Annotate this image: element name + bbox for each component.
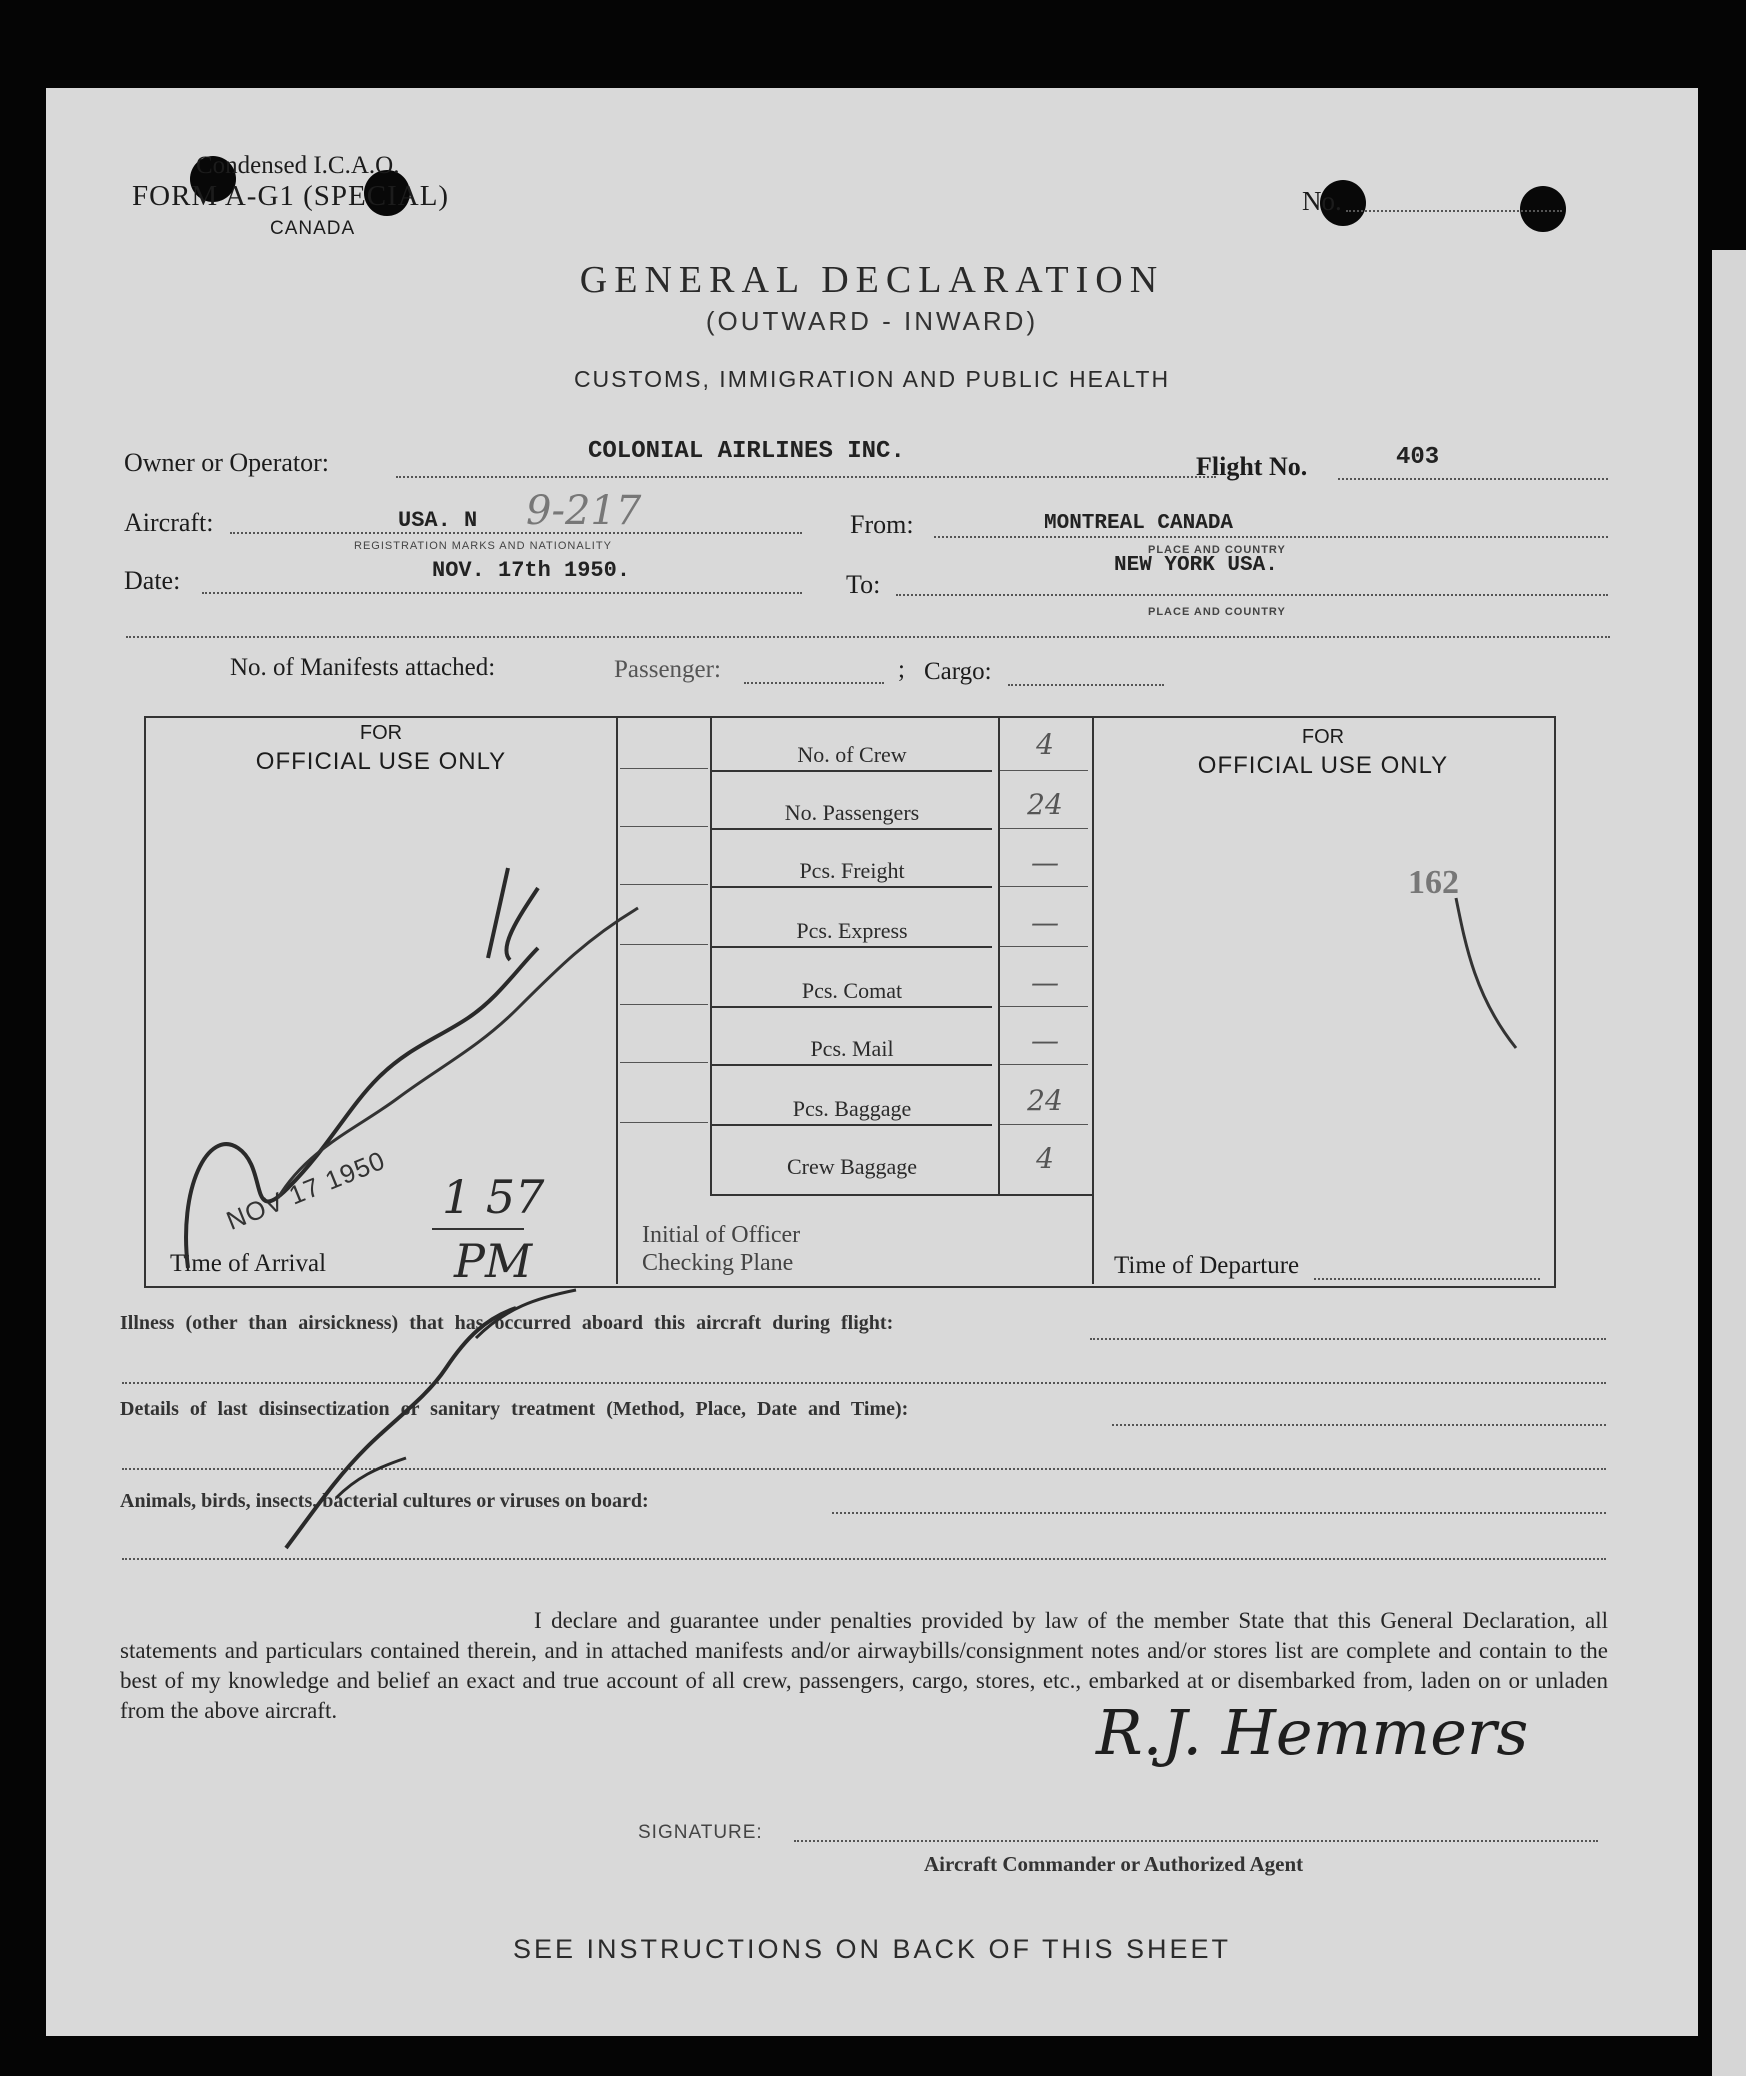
count-rows: [712, 718, 998, 1194]
animals-line: [832, 1512, 1606, 1514]
count-value-line: [1000, 828, 1088, 829]
official-right-title: OFFICIAL USE ONLY: [1197, 752, 1449, 779]
blank-column-line: [620, 1004, 708, 1005]
blank-column-line: [620, 768, 708, 769]
date-line: [202, 592, 802, 594]
official-mark-stroke: [1446, 888, 1526, 1068]
aircraft-value: USA. N: [398, 508, 478, 533]
disinsect-label: Details of last disinsectization or sanitary treatment (Method, Place, Date and Time):: [120, 1398, 909, 1420]
blank-column-line: [620, 884, 708, 885]
date-value: NOV. 17th 1950.: [432, 558, 631, 583]
count-value: —: [1031, 906, 1059, 939]
page-subheading: CUSTOMS, IMMIGRATION AND PUBLIC HEALTH: [573, 366, 1171, 392]
from-value: MONTREAL CANADA: [1044, 512, 1234, 535]
count-label: Crew Baggage: [786, 1154, 918, 1179]
declaration-text: I declare and guarantee under penalties provided by law of the member State that this General Declaration, all statements and particulars contained therein, and in attached manifests and/or airwaybills/consignment notes and/or stores list are complete and contain to the best of my knowledge and belief an exact and true account of all crew, passengers, cargo, stores, etc., embarked at or disembarked from, laden on or unladen from the above aircraft.: [120, 1608, 1608, 1723]
page-subtitle: (OUTWARD - INWARD): [705, 306, 1039, 336]
departure-line: [1314, 1278, 1540, 1280]
from-caption: PLACE AND COUNTRY: [1148, 544, 1286, 556]
aircraft-caption: REGISTRATION MARKS AND NATIONALITY: [354, 540, 612, 552]
owner-value: COLONIAL AIRLINES INC.: [588, 438, 905, 465]
aircraft-label: Aircraft:: [124, 508, 214, 537]
officer-initial-label: Initial of Officer: [642, 1222, 801, 1248]
count-row-line: [712, 828, 992, 830]
count-label: Pcs. Mail: [810, 1036, 894, 1061]
count-row-line: [712, 946, 992, 948]
aircraft-line: [230, 532, 802, 534]
blank-column-lines: [620, 718, 710, 1194]
count-row-line: [712, 1124, 992, 1126]
count-row-line: [712, 886, 992, 888]
arrival-date-stamp: NOV 17 1950: [222, 1144, 390, 1236]
passenger-manifest-line: [744, 682, 884, 684]
arrival-time-ampm: PM: [454, 1234, 533, 1288]
count-label: No. Passengers: [784, 800, 920, 825]
punch-hole: [1520, 186, 1566, 232]
manifests-label: No. of Manifests attached:: [230, 654, 496, 681]
animals-line-2: [122, 1558, 1606, 1560]
official-stamp-number: 162: [1408, 864, 1459, 901]
to-caption: PLACE AND COUNTRY: [1148, 606, 1286, 618]
form-code-line1: Condensed I.C.A.O.: [196, 152, 400, 179]
count-value-line: [1000, 946, 1088, 947]
count-value: 24: [1027, 1084, 1063, 1117]
count-value: 4: [1036, 1142, 1054, 1175]
form-country: CANADA: [270, 218, 356, 239]
blank-column-line: [620, 1122, 708, 1123]
cargo-manifest-line: [1008, 684, 1164, 686]
officer-initial-label-2: Checking Plane: [642, 1250, 794, 1276]
count-value: 24: [1027, 788, 1063, 821]
manifest-separator: ;: [898, 656, 905, 683]
box-inner-rule: [710, 1194, 1094, 1196]
count-values: [1000, 718, 1092, 1194]
official-left-title: OFFICIAL USE ONLY: [255, 748, 507, 775]
box-divider: [1092, 718, 1094, 1284]
count-label: Pcs. Freight: [799, 858, 905, 883]
page-title: GENERAL DECLARATION: [579, 259, 1165, 301]
header-rule: [126, 636, 1610, 638]
disinsect-line: [1112, 1424, 1606, 1426]
form-number-line: [1346, 210, 1562, 212]
count-value: —: [1031, 1024, 1059, 1057]
signature-line: [794, 1840, 1598, 1842]
count-value-line: [1000, 886, 1088, 887]
official-left-for: FOR: [359, 722, 403, 744]
arrival-time-hand: 1 57: [442, 1170, 545, 1224]
aircraft-handwritten-number: 9-217: [526, 488, 642, 534]
date-label: Date:: [124, 566, 181, 595]
blank-column-line: [620, 826, 708, 827]
blank-column-line: [620, 1062, 708, 1063]
animals-label: Animals, birds, insects, bacterial cultures or viruses on board:: [120, 1490, 649, 1512]
count-label: Pcs. Comat: [801, 978, 903, 1003]
official-right-for: FOR: [1301, 726, 1345, 748]
passenger-manifest-label: Passenger:: [614, 656, 721, 683]
declaration-form: [46, 88, 1698, 2036]
owner-line: [396, 476, 1216, 478]
owner-label: Owner or Operator:: [124, 448, 330, 477]
handwritten-scrawl: [276, 1278, 696, 1558]
flight-label: Flight No.: [1196, 452, 1308, 481]
count-value: —: [1031, 966, 1059, 999]
count-value-line: [1000, 770, 1088, 771]
background-page-edge: [1712, 250, 1746, 2076]
departure-label: Time of Departure: [1114, 1252, 1300, 1279]
count-label: No. of Crew: [797, 742, 907, 767]
count-row-line: [712, 1064, 992, 1066]
illness-line: [1090, 1338, 1606, 1340]
cargo-manifest-label: Cargo:: [924, 658, 992, 685]
count-row-line: [712, 1006, 992, 1008]
count-value: 4: [1036, 728, 1054, 761]
to-line: [896, 594, 1608, 596]
to-value: NEW YORK USA.: [1114, 554, 1278, 577]
commander-signature: R.J. Hemmers: [1096, 1696, 1529, 1769]
count-value-line: [1000, 1064, 1088, 1065]
form-code-line2: FORM A-G1 (SPECIAL): [132, 180, 450, 212]
count-row-line: [712, 770, 992, 772]
signature-label: SIGNATURE:: [638, 1822, 763, 1843]
to-label: To:: [846, 570, 881, 599]
count-label: Pcs. Express: [796, 918, 908, 943]
signature-caption: Aircraft Commander or Authorized Agent: [924, 1852, 1304, 1876]
flight-value: 403: [1396, 444, 1440, 471]
count-value-line: [1000, 1006, 1088, 1007]
illness-label: Illness (other than airsickness) that has occurred aboard this aircraft during flight:: [120, 1312, 894, 1334]
footer-instructions: SEE INSTRUCTIONS ON BACK OF THIS SHEET: [512, 1934, 1232, 1964]
flight-line: [1338, 478, 1608, 480]
count-label: Pcs. Baggage: [792, 1096, 912, 1121]
from-line: [934, 536, 1608, 538]
officer-signature-scrawl: [138, 848, 698, 1288]
count-value-line: [1000, 1124, 1088, 1125]
from-label: From:: [850, 510, 914, 539]
count-value: —: [1031, 846, 1059, 879]
arrival-label: Time of Arrival: [170, 1250, 327, 1277]
form-number-label: No.: [1302, 186, 1342, 216]
blank-column-line: [620, 944, 708, 945]
